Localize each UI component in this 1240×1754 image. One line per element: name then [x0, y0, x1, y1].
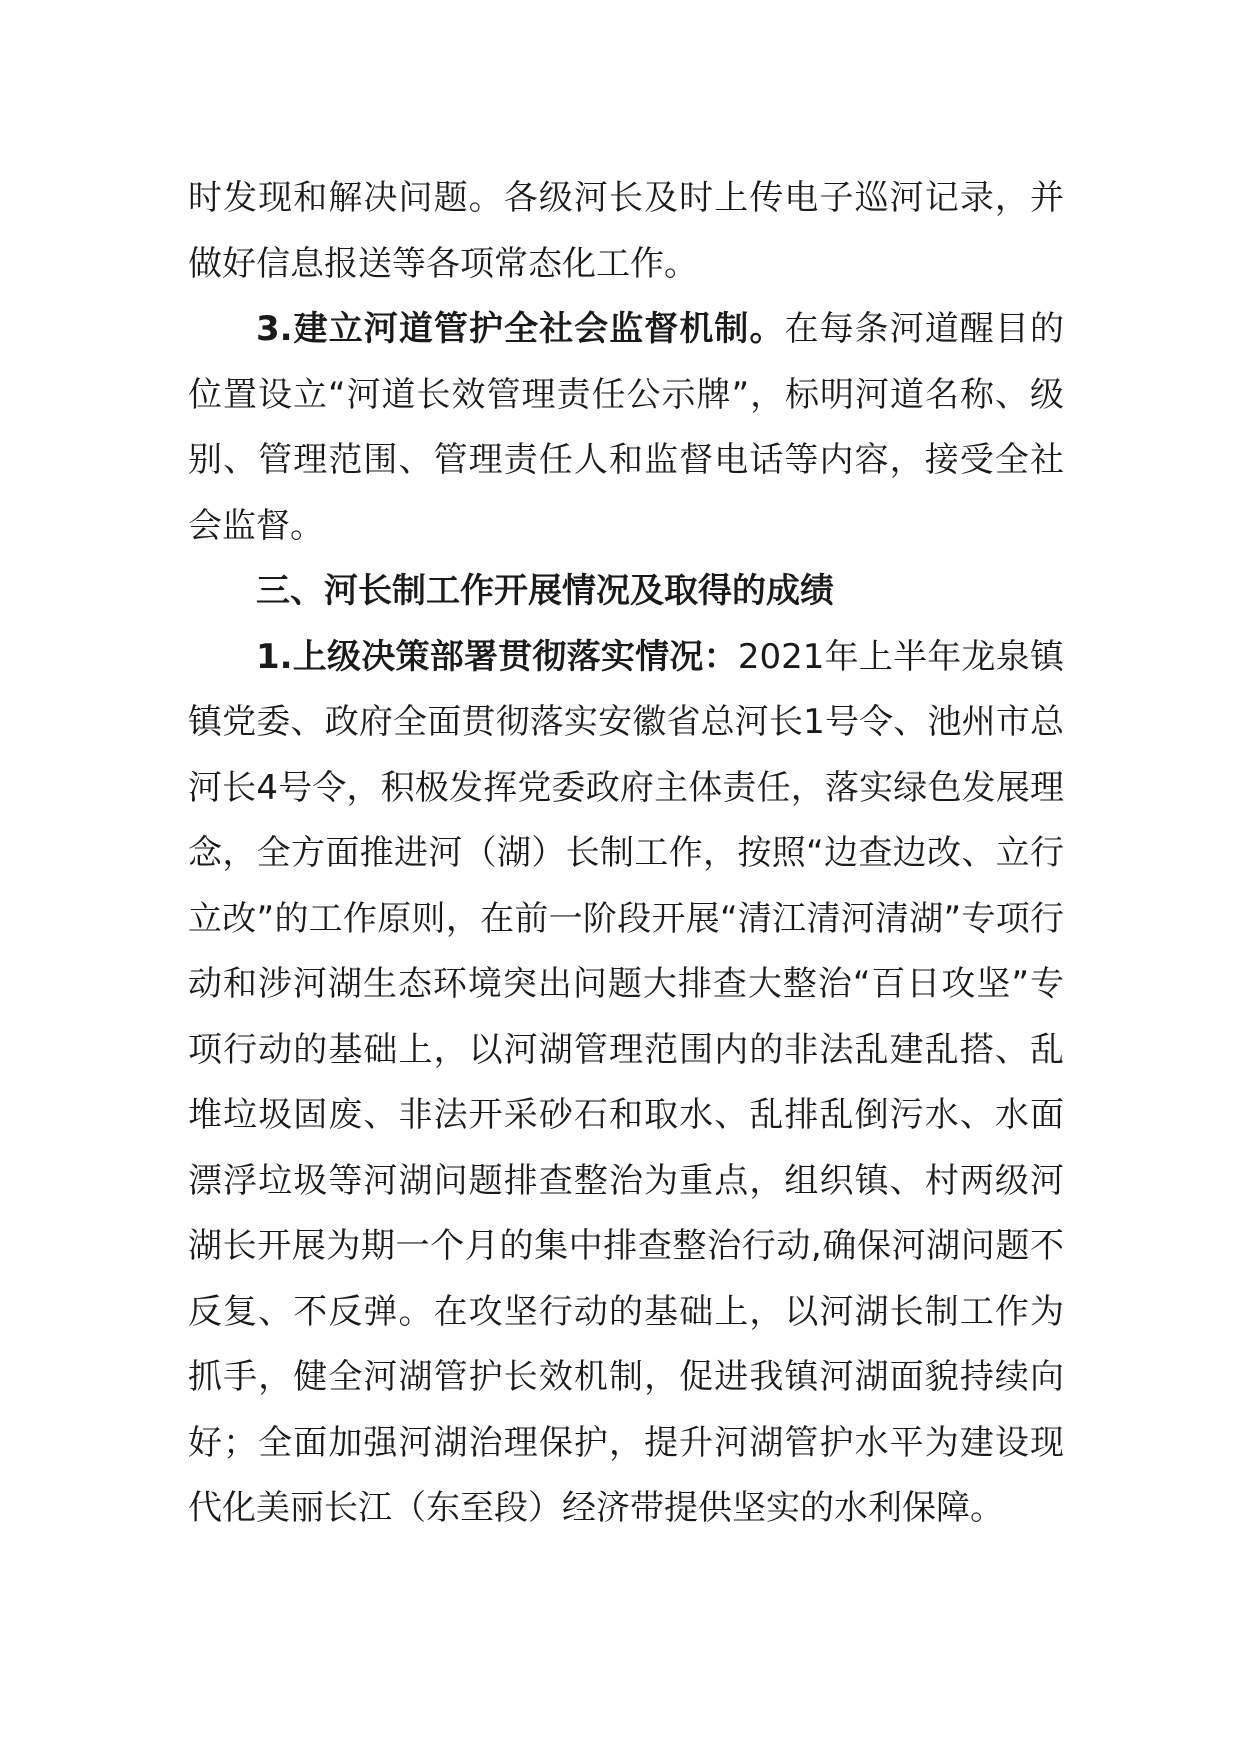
paragraph-implementation — [188, 625, 1064, 1542]
paragraph-lead: 1.上级决策部署贯彻落实情况： — [256, 636, 738, 677]
paragraph-text: 2021年上半年龙泉镇镇党委、政府全面贯彻落实安徽省总河长1号令、池州市总河长4号令，积极发挥党委政府主体责任，落实绿色发展理念，全方面推进河（湖）长制工作，按照“边查边改、立行立改”的工作原则，在前一阶段开展“清江清河清湖”专项行动和涉河湖生态环境突出问题大排查大整治“百日攻坚”专项行动的基础上，以河湖管理范围内的非法乱建乱搭、乱堆垃圾固废、非法开采砂石和取水、乱排乱倒污水、水面漂浮垃圾等河湖问题排查整治为重点，组织镇、村两级河湖长开展为期一个月的集中排查整治行动,确保河湖问题不反复、不反弹。在攻坚行动的基础上，以河湖长制工作为抓手，健全河湖管护长效机制，促进我镇河湖面貌持续向好；全面加强河湖治理保护，提升河湖管护水平为建设现代化美丽长江（东至段）经济带提供坚实的水利保障。 — [188, 636, 1065, 1528]
paragraph-continuation — [188, 166, 1064, 297]
paragraph-lead: 3.建立河道管护全社会监督机制。 — [256, 309, 785, 349]
paragraph-supervision-mechanism — [188, 297, 1064, 559]
section-heading-text: 三、河长制工作开展情况及取得的成绩 — [256, 571, 834, 611]
paragraph-text: 时发现和解决问题。各级河长及时上传电子巡河记录，并做好信息报送等各项常态化工作。 — [188, 178, 1064, 284]
paragraph-text: 在每条河道醒目的位置设立“河道长效管理责任公示牌”，标明河道名称、级别、管理范围、管理责任人和监督电话等内容，接受全社会监督。 — [188, 309, 1064, 546]
document-page — [188, 166, 1064, 1542]
section-heading — [188, 559, 1064, 625]
